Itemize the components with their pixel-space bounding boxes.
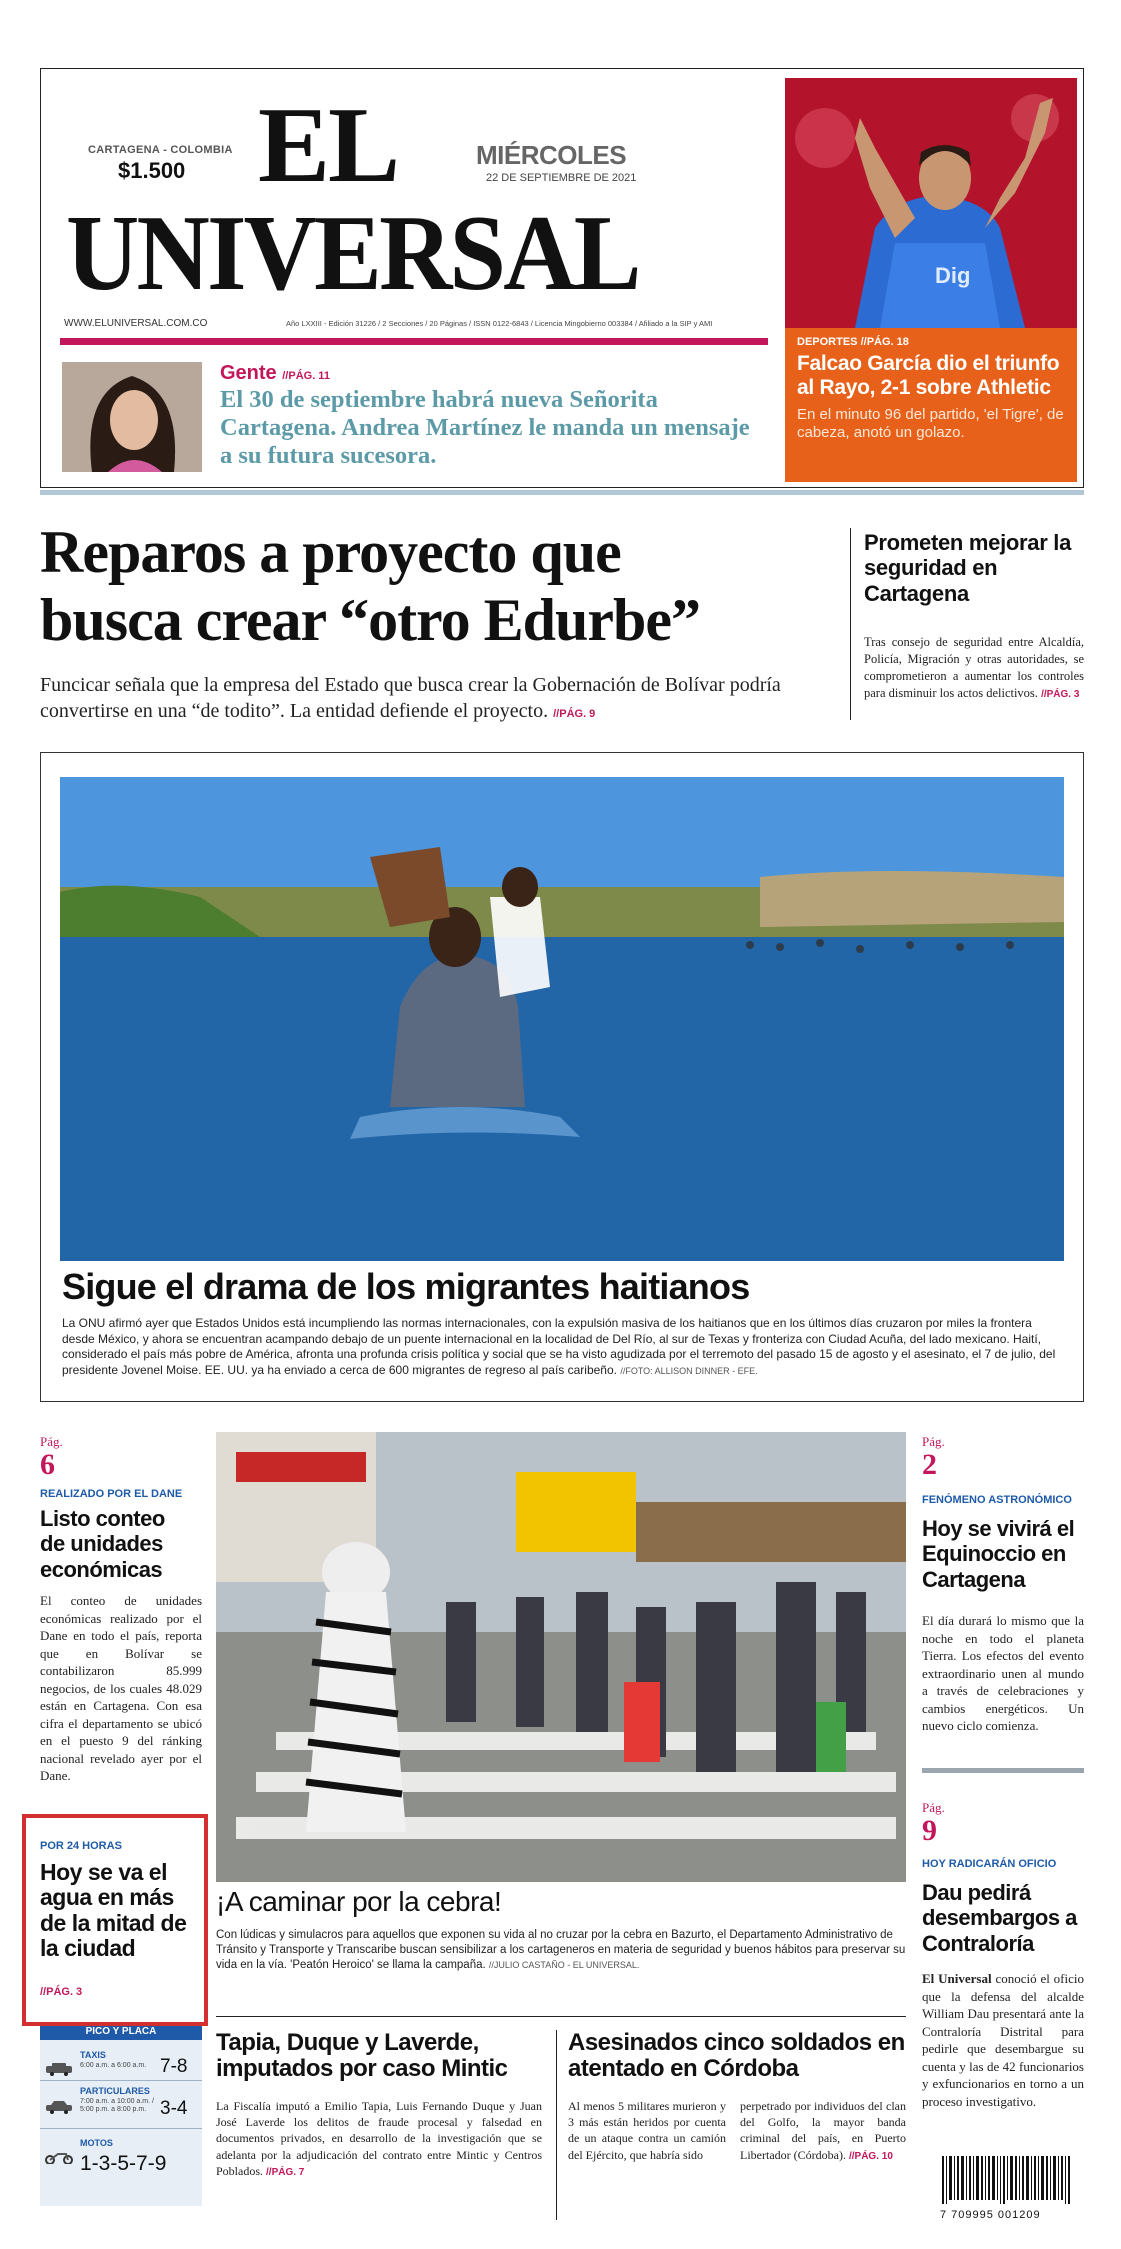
mintic-headline[interactable]: Tapia, Duque y Laverde, imputados por caso Mintic (216, 2029, 508, 2083)
soldiers-body-col2-text: perpetrado por individuos del clan del Golfo, la mayor banda criminal del país, en Puerto Libertador (Córdoba). (740, 2099, 906, 2162)
motorcycle-icon (44, 2150, 74, 2169)
equinox-body: El día durará lo mismo que la noche en todo el planeta Tierra. Los efectos del evento extraordinario unen al mundo a través de celebraciones y cambios energéticos. Un nuevo ciclo comienza. (922, 1613, 1084, 1734)
car-icon (44, 2100, 74, 2119)
cebra-body-text: Con lúdicas y simulacros para aquellos que exponen su vida al no cruzar por la cebra en Bazurto, el Departamento Administrativo de Tránsito y Transporte y Transcaribe buscan sensibilizar a los cartageneros en materia de seguridad y buenos hábitos para preservar su vida en la vía. 'Peatón Heroico' se llama la campaña. (216, 1929, 906, 1971)
pico-divider (40, 2128, 202, 2129)
sports-kicker: DEPORTES (797, 336, 858, 348)
pico-row-digits: 3-4 (160, 2098, 188, 2119)
security-body (864, 634, 1084, 702)
website[interactable]: WWW.ELUNIVERSAL.COM.CO (64, 318, 208, 329)
migrants-credit: //FOTO: ALLISON DINNER - EFE. (620, 1365, 758, 1376)
migrants-body (62, 1316, 1066, 1378)
pico-row-hours: 6:00 a.m. a 6:00 a.m. (80, 2062, 147, 2069)
lead-deck-text: Funcicar señala que la empresa del Estado que busca crear la Gobernación de Bolívar podría convertirse en una “de todito”. La entidad defiende el proyecto. (40, 674, 781, 722)
left-body: El conteo de unidades económicas realizado por el Dane en todo el país, reporta que en Bolívar se contabilizaron 85.999 negocios, de los cuales 48.029 están en Cartagena. Con esa cifra el departamento se ubicó en el puesto 9 del ránking nacional revelado ayer por el Dane. (40, 1593, 202, 1784)
gente-photo (62, 362, 202, 472)
migrants-headline[interactable]: Sigue el drama de los migrantes haitianos (62, 1266, 750, 1307)
migrants-body-text: La ONU afirmó ayer que Estados Unidos está incumpliendo las normas internacionales, con la expulsión masiva de los haitianos que en los últimos días cruzaron por miles la frontera desde México, y ahora se encuentran acampando debajo de un puente internacional en la localidad de Del Río, al sur de Texas y fronteriza con Ciudad Acuña, del lado mexicano. Haití, considerado el país más pobre de América, afronta una profunda crisis política y social que se ha visto agudizada por el terremoto del pasado 15 de agosto y el asesinato, el 7 de julio, del presidente Jovenel Moise. EE. UU. ya ha enviado a cerca de 600 migrantes de regreso al país caribeño. (62, 1316, 1056, 1377)
migrants-photo (60, 777, 1064, 1261)
barcode (940, 2156, 1076, 2221)
gente-section-label (220, 362, 330, 385)
gente-text[interactable]: El 30 de septiembre habrá nueva Señorita Cartagena. Andrea Martínez le manda un mensaje a su futura sucesora. (220, 386, 750, 470)
soldiers-body-col2 (740, 2098, 906, 2163)
equinox-pag-label: Pág. (922, 1434, 945, 1449)
water-page[interactable]: //PÁG. 3 (40, 1986, 83, 1998)
pico-placa-title: PICO Y PLACA (40, 2026, 202, 2040)
falcao-photo (785, 78, 1077, 328)
dau-pag-num: 9 (922, 1814, 937, 1847)
left-pag-label: Pág. (40, 1434, 63, 1449)
pico-divider (40, 2080, 202, 2081)
security-headline[interactable]: Prometen mejorar la seguridad en Cartagena (864, 530, 1072, 606)
cebra-headline[interactable]: ¡A caminar por la cebra! (216, 1886, 502, 1917)
lead-page[interactable]: //PÁG. 9 (553, 708, 596, 720)
logo-line1: EL (258, 86, 399, 205)
water-headline[interactable]: Hoy se va el agua en más de la mitad de la ciudad (40, 1859, 187, 1961)
dau-pag-label: Pág. (922, 1800, 945, 1815)
sports-page: //PÁG. 18 (860, 336, 909, 348)
left-headline[interactable]: Listo conteo de unidades económicas (40, 1506, 165, 1582)
sports-teaser[interactable] (785, 328, 1077, 482)
security-page[interactable]: //PÁG. 3 (1041, 688, 1080, 700)
taxi-icon (44, 2062, 74, 2081)
logo-line2: UNIVERSAL (66, 194, 639, 313)
dau-body-text: conoció el oficio que la defensa del alcalde William Dau presentará ante la Contraloría Distrital para pedirle que desembargue su cuenta y las de 42 funcionarios y exfuncionarios en torno a un proceso investigativo. (922, 1971, 1084, 2109)
date: 22 DE SEPTIEMBRE DE 2021 (486, 172, 637, 184)
left-pag-num: 6 (40, 1448, 55, 1481)
lead-deck (40, 672, 820, 724)
mintic-body-text: La Fiscalía imputó a Emilio Tapia, Luis Fernando Duque y Juan José Laverde los delitos de fraude procesal y falsedad en documentos privados, en desarrollo de la investigación que se adelanta por la adjudicación del contrato entre Mintic y Centros Poblados. (216, 2099, 542, 2178)
sports-summary: En el minuto 96 del partido, 'el Tigre', de cabeza, anotó un golazo. (797, 406, 1064, 442)
lead-headline-line1[interactable]: Reparos a proyecto que (40, 519, 621, 585)
dau-body (922, 1970, 1084, 2110)
price: $1.500 (118, 158, 186, 183)
left-kicker: REALIZADO POR EL DANE (40, 1488, 183, 1500)
soldiers-body-col1: Al menos 5 militares murieron y 3 más están heridos por cuenta de un ataque contra un camión del Ejército, que habría sido (568, 2099, 726, 2162)
security-body-text: Tras consejo de seguridad entre Alcaldía, Policía, Migración y otras autoridades, se comprometieron a aumentar los controles para disminuir los actos delictivos. (864, 635, 1084, 700)
bottom-top-rule (216, 2016, 906, 2017)
location-label: CARTAGENA - COLOMBIA (88, 144, 233, 156)
mintic-body (216, 2098, 542, 2179)
weekday: MIÉRCOLES (476, 140, 627, 170)
gente-section: Gente (220, 362, 277, 384)
soldiers-headline[interactable]: Asesinados cinco soldados en atentado en Córdoba (568, 2029, 905, 2083)
dau-headline[interactable]: Dau pedirá desembargos a Contraloría (922, 1880, 1077, 1956)
barcode-number: 7 709995 001209 (940, 2209, 1041, 2221)
masthead-red-rule (60, 338, 768, 345)
lead-divider (850, 528, 851, 720)
pico-row-hours: 7:00 a.m. a 10:00 a.m. / 5:00 p.m. a 8:00 p.m. (80, 2098, 154, 2114)
equinox-pag-num: 2 (922, 1448, 937, 1481)
equinox-kicker: FENÓMENO ASTRONÓMICO (922, 1494, 1072, 1506)
dau-kicker: HOY RADICARÁN OFICIO (922, 1858, 1057, 1870)
cebra-body (216, 1928, 906, 1973)
pico-row-label: MOTOS (80, 2138, 113, 2148)
lead-headline-line2[interactable]: busca crear “otro Edurbe” (40, 587, 700, 653)
pico-row-digits: 7-8 (160, 2056, 188, 2077)
equinox-rule (922, 1768, 1084, 1773)
gente-page: //PÁG. 11 (282, 370, 330, 382)
dau-lead-bold: El Universal (922, 1971, 992, 1986)
pico-row-label: PARTICULARES (80, 2086, 150, 2096)
cebra-photo (216, 1432, 906, 1882)
svg-text:Dig: Dig (935, 263, 971, 288)
edition-info: Año LXXIII - Edición 31226 / 2 Secciones / 20 Páginas / ISSN 0122-6843 / Licencia Mingobierno 003384 / Afiliado a la SIP y AMI (286, 319, 713, 328)
bottom-col-divider (556, 2030, 557, 2220)
masthead-bottom-rule (40, 490, 1084, 495)
pico-row-digits: 1-3-5-7-9 (80, 2152, 167, 2175)
pico-row-label: TAXIS (80, 2050, 106, 2060)
soldiers-page[interactable]: //PÁG. 10 (848, 2150, 893, 2162)
sports-headline: Falcao García dio el triunfo al Rayo, 2-1 sobre Athletic (797, 352, 1060, 400)
mintic-page[interactable]: //PÁG. 7 (266, 2166, 305, 2178)
water-kicker: POR 24 HORAS (40, 1840, 122, 1852)
equinox-headline[interactable]: Hoy se vivirá el Equinoccio en Cartagena (922, 1516, 1075, 1592)
cebra-credit: //JULIO CASTAÑO - EL UNIVERSAL. (488, 1959, 640, 1970)
